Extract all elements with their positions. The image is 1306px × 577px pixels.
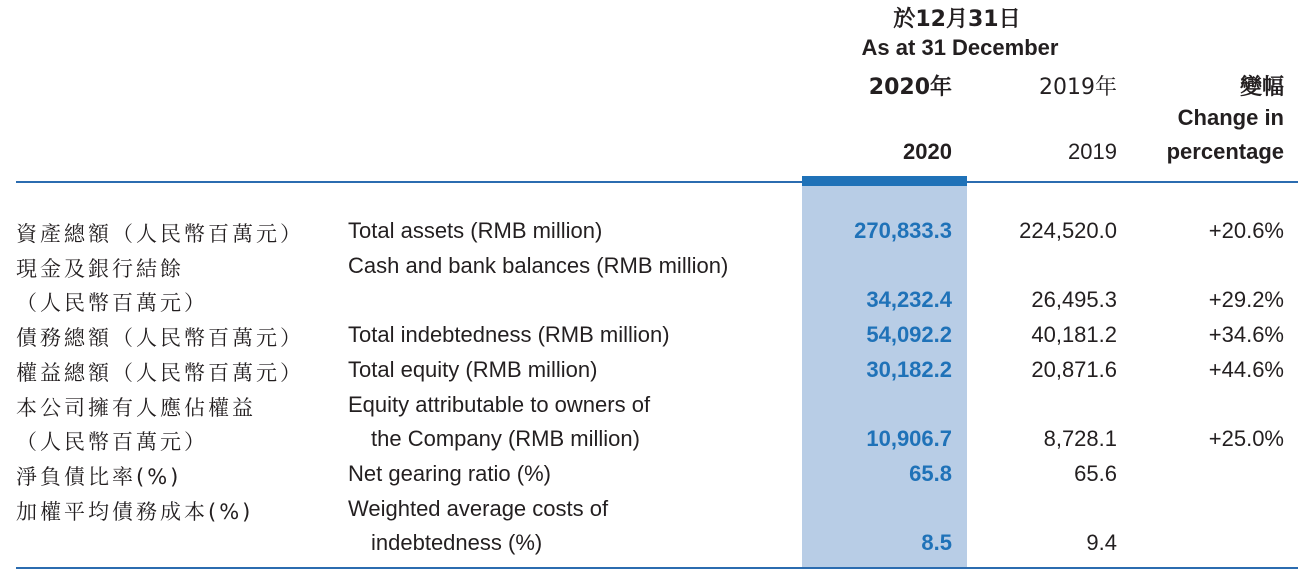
value-2019: 8,728.1 [1043,426,1117,451]
header-divider [16,181,1298,183]
header-2020-en: 2020 [903,139,952,164]
value-change: +44.6% [1208,357,1284,382]
value-change: +34.6% [1208,322,1284,347]
header-change-en-1: Change in [1177,105,1284,130]
row-label-zh: 現金及銀行結餘 [16,257,184,281]
row-label-en-line2: indebtedness (%) [371,530,543,555]
header-2019-en: 2019 [1068,139,1117,164]
value-2019: 224,520.0 [1019,218,1117,243]
value-2020: 54,092.2 [866,322,952,347]
row-label-zh: 資產總額（人民幣百萬元） [16,222,304,246]
header-change-zh: 變幅 [1239,75,1284,100]
row-label-zh: 加權平均債務成本(%) [16,500,254,524]
row-label-zh-line2: （人民幣百萬元） [16,291,208,315]
row-label-en: Cash and bank balances (RMB million) [348,253,729,278]
value-2019: 26,495.3 [1031,287,1117,312]
value-2019: 20,871.6 [1031,357,1117,382]
value-change: +29.2% [1208,287,1284,312]
value-2019: 40,181.2 [1031,322,1117,347]
header-date-en: As at 31 December [861,35,1059,60]
row-label-zh: 權益總額（人民幣百萬元） [16,361,304,385]
row-label-zh: 本公司擁有人應佔權益 [16,396,256,420]
value-2020: 30,182.2 [866,357,952,382]
row-label-zh-line2: （人民幣百萬元） [16,430,208,454]
value-2019: 9.4 [1086,530,1117,555]
row-label-zh: 債務總額（人民幣百萬元） [16,326,304,350]
row-label-en: Weighted average costs of [348,496,609,521]
header-change-en-2: percentage [1166,139,1284,164]
value-2020: 65.8 [909,461,952,486]
value-2020: 34,232.4 [866,287,952,312]
row-label-en-line2: the Company (RMB million) [371,426,640,451]
header-2019-zh: 2019年 [1039,75,1117,100]
row-label-en: Total equity (RMB million) [348,357,598,382]
header-date-zh: 於12月31日 [893,7,1021,32]
header-2020-zh: 2020年 [868,75,952,100]
row-label-en: Net gearing ratio (%) [348,461,551,486]
row-label-en: Total indebtedness (RMB million) [348,322,670,347]
value-2020: 270,833.3 [854,218,952,243]
value-change: +20.6% [1208,218,1284,243]
value-2020: 8.5 [921,530,952,555]
row-label-en: Equity attributable to owners of [348,392,651,417]
table-bottom-rule [16,567,1298,569]
row-label-en: Total assets (RMB million) [348,218,603,243]
header-divider-accent [802,176,967,186]
value-change: +25.0% [1208,426,1284,451]
value-2020: 10,906.7 [866,426,952,451]
value-2019: 65.6 [1074,461,1117,486]
row-label-zh: 淨負債比率(%) [16,465,182,489]
